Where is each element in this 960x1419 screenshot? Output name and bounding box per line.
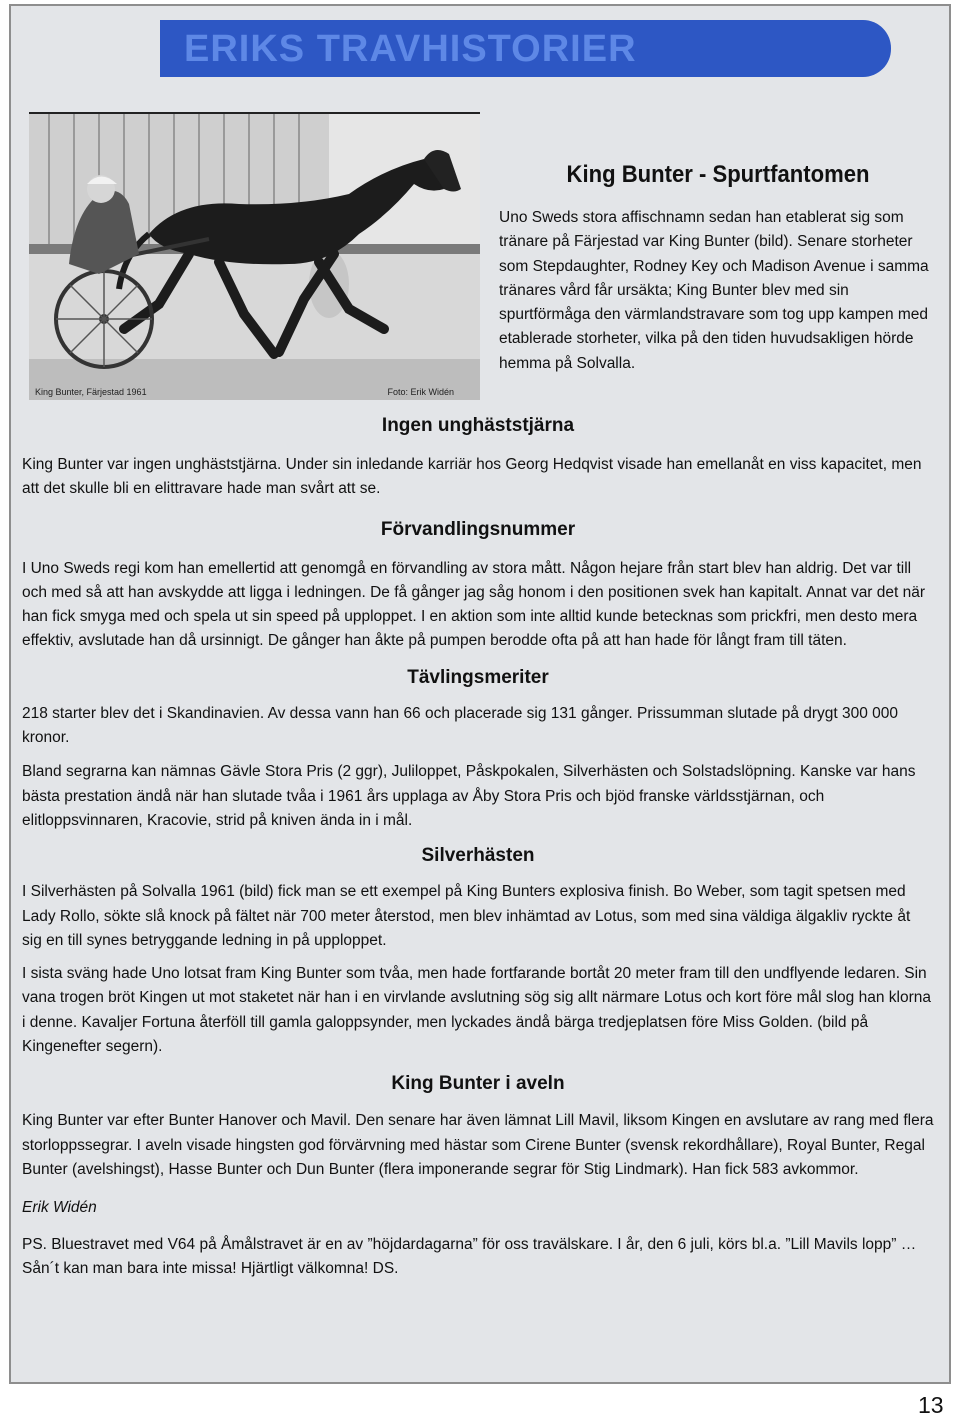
author-signature: Erik Widén [22,1199,97,1217]
photo-caption: King Bunter, Färjestad 1961 [35,387,147,397]
section-paragraph: I sista sväng hade Uno lotsat fram King Bunter som tvåa, men hade fortfarande bortåt 20 meter fram till den undflyende ledaren. Sin vana trogen bröt Kingen ut mot staketet när han i en virvlande avslutning sög sig allt närmare Lotus och kort före mål slog han klorna i denne. Kavaljer Fortuna återföll till gamla galoppsynder, men lyckades ändå bärga tredjeplatsen före Miss Golden. (bild på Kingenefter segern). [22,965,931,1056]
section-heading: Tävlingsmeriter [407,666,549,688]
section-paragraph: Bland segrarna kan nämnas Gävle Stora Pris (2 ggr), Juliloppet, Påskpokalen, Silverhästen och Solstadslöpning. Kanske var hans bästa prestation ändå när han slutade tvåa i 1961 års upplaga av Åby Stora Pris och bjöd franske världsstjärnan, och elitloppsvinnaren, Kracovie, strid på kniven ända in i mål. [22,763,916,829]
section-paragraph: I Uno Sweds regi kom han emellertid att genomgå en förvandling av stora mått. Någon hejare från start blev han aldrig. Det var till och med så att han avskydde att ligga i ledningen. De få gånger jag såg honom i den positionen svek han kapitalt. Annat var det när han fick smyga med och spela ut sin speed på upploppet. I en aktion som inte alltid kunde betecknas som prickfri, men desto mera effektiv, avslutade han då ursinnigt. De gånger han åkte på pumpen berodde ofta på att han hade för långt fram till täten. [22,559,926,650]
lead-paragraph: Uno Sweds stora affischnamn sedan han etablerat sig som tränare på Färjestad var King Bunter (bild). Senare storheter som Stepdaughter, Rodney Key och Madison Avenue i samma tränares vård får ursäkta; King Bunter blev med sin spurtförmåga den värmlandstravare som tog upp kampen med etablerade storheter, vilka på den tiden huvudsakligen hörde hemma på Solvalla. [499,209,929,372]
section-heading: King Bunter i aveln [391,1073,565,1095]
postscript: PS. Bluestravet med V64 på Åmålstravet är en av ”höjdardagarna” för oss travälskare. I år, den 6 juli, körs bl.a. ”Lill Mavils lopp” … Sån´t kan man bara inte missa! Hjärtligt välkomna! DS. [22,1235,917,1277]
horse-photo [29,112,480,400]
section-heading: Förvandlingsnummer [380,518,576,540]
article-body [22,409,934,1281]
section-heading: Ingen unghäststjärna [381,415,575,436]
article-title: King Bunter - Spurtfantomen [566,161,870,188]
page-number: 13 [918,1392,944,1418]
section-heading: Silverhästen [421,845,535,867]
trotting-horse-illustration [29,114,480,400]
photo-credit: Foto: Erik Widén [387,387,454,397]
title-banner [160,20,891,77]
section-paragraph: I Silverhästen på Solvalla 1961 (bild) fick man se ett exempel på King Bunters explosiva finish. Bo Weber, som tagit spetsen med Lady Rollo, sökte slå knock på fältet när 700 meter återstod, men blev inhämtad av Lotus, som med sina väldiga älgakliv ryckte åt sig en till synes betryggande ledning in på upploppet. [22,883,911,949]
section-paragraph: King Bunter var ingen unghäststjärna. Under sin inledande karriär hos Georg Hedqvist visade han emellanåt en viss kapacitet, men att det skulle bli en elittravare hade man svårt att se. [22,456,922,498]
column-title: ERIKS TRAVHISTORIER [184,28,637,70]
section-paragraph: King Bunter var efter Bunter Hanover och Mavil. Den senare har även lämnat Lill Mavil, liksom Kingen en avslutare av rang med flera storloppssegrar. I aveln visade hingsten god förvärvning med hästar som Cirene Bunter (svensk rekordhållare), Royal Bunter, Regal Bunter (avelshingst), Hasse Bunter och Dun Bunter (flera imponerande segrar för Stig Lindmark). Han fick 583 avkommor. [22,1112,934,1178]
section-paragraph: 218 starter blev det i Skandinavien. Av dessa vann han 66 och placerade sig 131 gånger. Prissumman slutade på drygt 300 000 kronor. [22,704,899,747]
